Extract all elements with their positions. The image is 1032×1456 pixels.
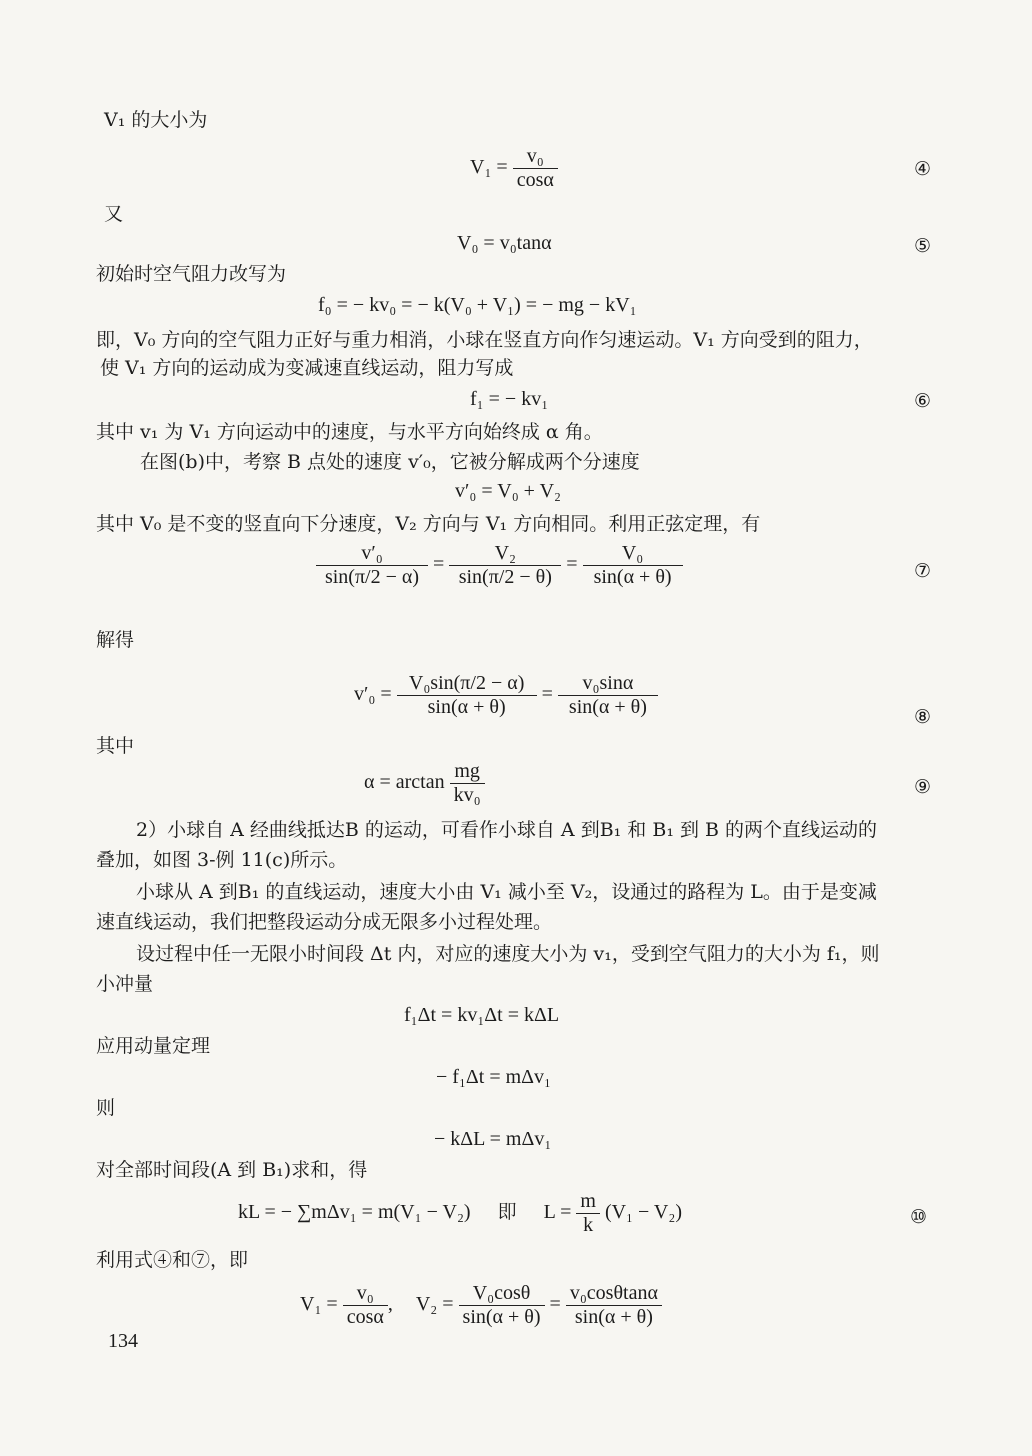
text-line: 应用动量定理 <box>96 1035 211 1057</box>
eq-denominator: sin(α + θ) <box>574 1306 653 1328</box>
eq-numerator: v₀sinα <box>558 672 658 696</box>
equation-7 <box>316 542 683 589</box>
eq-sign: = <box>566 553 578 576</box>
equation-number-5: ⑤ <box>914 235 932 257</box>
eq-lhs: V₂ = <box>415 1293 454 1316</box>
equation-6: f₁ = − kv₁ <box>470 388 549 410</box>
text-line: 在图(b)中，考察 B 点处的速度 v′₀，它被分解成两个分速度 <box>140 451 640 473</box>
text-line: 则 <box>96 1097 116 1119</box>
text-line: 其中 <box>96 735 135 757</box>
eq-numerator: v₀ <box>513 145 558 169</box>
text-line: V₁ 的大小为 <box>104 109 208 131</box>
eq-lhs: v′₀ = <box>354 683 392 706</box>
text-line: 解得 <box>96 629 135 651</box>
eq-numerator: mg <box>450 760 485 784</box>
eq-numerator: V₀sin(π/2 − α) <box>397 672 537 696</box>
text-line: 其中 v₁ 为 V₁ 方向运动中的速度，与水平方向始终成 α 角。 <box>96 421 603 443</box>
eq-lhs: L = <box>543 1201 572 1224</box>
eq-denominator: cosα <box>346 1306 384 1328</box>
eq-denominator: cosα <box>516 169 554 191</box>
eq-numerator: m <box>576 1190 600 1214</box>
equation-4 <box>470 145 558 192</box>
equation-8 <box>354 672 658 719</box>
text-line: 使 V₁ 方向的运动成为变减速直线运动，阻力写成 <box>100 357 514 379</box>
equation-number-9: ⑨ <box>914 776 932 798</box>
equation-number-10: ⑩ <box>910 1206 928 1228</box>
eq-rest: (V₁ − V₂) <box>604 1201 683 1224</box>
eq-lhs: V₁ = <box>300 1293 338 1316</box>
equation-kdl: − kΔL = mΔv₁ <box>434 1128 552 1150</box>
eq-connector: 即 <box>497 1201 517 1224</box>
eq-lhs: V₁ = <box>470 156 508 179</box>
equation-number-4: ④ <box>914 158 932 180</box>
eq-denominator: sin(α + θ) <box>593 566 672 588</box>
eq-denominator: k <box>583 1214 594 1236</box>
eq-denominator: sin(π/2 − α) <box>324 566 420 588</box>
text-line: 速直线运动，我们把整段运动分成无限多小过程处理。 <box>96 911 553 933</box>
text-line: 利用式④和⑦，即 <box>96 1249 249 1271</box>
eq-sign: = <box>549 1293 561 1316</box>
eq-sign: = <box>541 683 553 706</box>
eq-denominator: sin(α + θ) <box>427 696 506 718</box>
text-line: 2）小球自 A 经曲线抵达B 的运动，可看作小球自 A 到B₁ 和 B₁ 到 B 的两个直线运动的 <box>136 819 878 841</box>
text-line: 对全部时间段(A 到 B₁)求和，得 <box>96 1159 368 1181</box>
equation-v0-prime: v′₀ = V₀ + V₂ <box>455 480 562 502</box>
equation-number-7: ⑦ <box>914 560 932 582</box>
eq-sum: kL = − ∑mΔv₁ = m(V₁ − V₂) <box>238 1201 471 1224</box>
eq-denominator: kv₀ <box>453 784 481 806</box>
equation-number-8: ⑧ <box>914 706 932 728</box>
equation-f0: f₀ = − kv₀ = − k(V₀ + V₁) = − mg − kV₁ <box>318 294 637 316</box>
eq-lhs: α = arctan <box>364 771 445 794</box>
equation-5: V₀ = v₀tanα <box>457 232 552 254</box>
eq-numerator: v′₀ <box>316 542 428 566</box>
eq-sign: = <box>433 553 445 576</box>
text-line: 其中 V₀ 是不变的竖直向下分速度，V₂ 方向与 V₁ 方向相同。利用正弦定理，有 <box>96 513 761 535</box>
text-line: 小球从 A 到B₁ 的直线运动，速度大小由 V₁ 减小至 V₂，设通过的路程为 L。由于是变减 <box>136 881 877 903</box>
text-line: 又 <box>104 203 124 225</box>
eq-denominator: sin(α + θ) <box>462 1306 541 1328</box>
text-line: 即，V₀ 方向的空气阻力正好与重力相消，小球在竖直方向作匀速运动。V₁ 方向受到的阻力， <box>96 329 873 351</box>
text-line: 叠加，如图 3-例 11(c)所示。 <box>96 849 348 871</box>
eq-numerator: V₀ <box>583 542 683 566</box>
page-number: 134 <box>108 1330 138 1352</box>
equation-final: V₁ = $\frac{\text{v₀}}{\cos\alpha}$ , V₂ = $\frac{\text{V₀cosθ}}{\sin(\alpha + \theta)}$ = $\frac{\text{v₀cosθtanα}}{\sin(\alpha + \theta)}$ <box>300 1282 662 1329</box>
equation-9 <box>364 760 485 807</box>
eq-denominator: sin(α + θ) <box>568 696 647 718</box>
equation-impulse: f₁Δt = kv₁Δt = kΔL <box>404 1004 560 1026</box>
eq-numerator: v₀cosθtanα <box>566 1282 662 1306</box>
eq-numerator: v₀ <box>343 1282 388 1306</box>
equation-number-6: ⑥ <box>914 390 932 412</box>
equation-momentum: − f₁Δt = mΔv₁ <box>436 1066 551 1088</box>
text-line: 设过程中任一无限小时间段 Δt 内，对应的速度大小为 v₁，受到空气阻力的大小为 f₁，则 <box>136 943 880 965</box>
eq-numerator: V₂ <box>449 542 561 566</box>
equation-10 <box>238 1190 682 1237</box>
text-line: 初始时空气阻力改写为 <box>96 263 287 285</box>
eq-denominator: sin(π/2 − θ) <box>458 566 552 588</box>
eq-numerator: V₀cosθ <box>459 1282 545 1306</box>
text-line: 小冲量 <box>96 973 154 995</box>
